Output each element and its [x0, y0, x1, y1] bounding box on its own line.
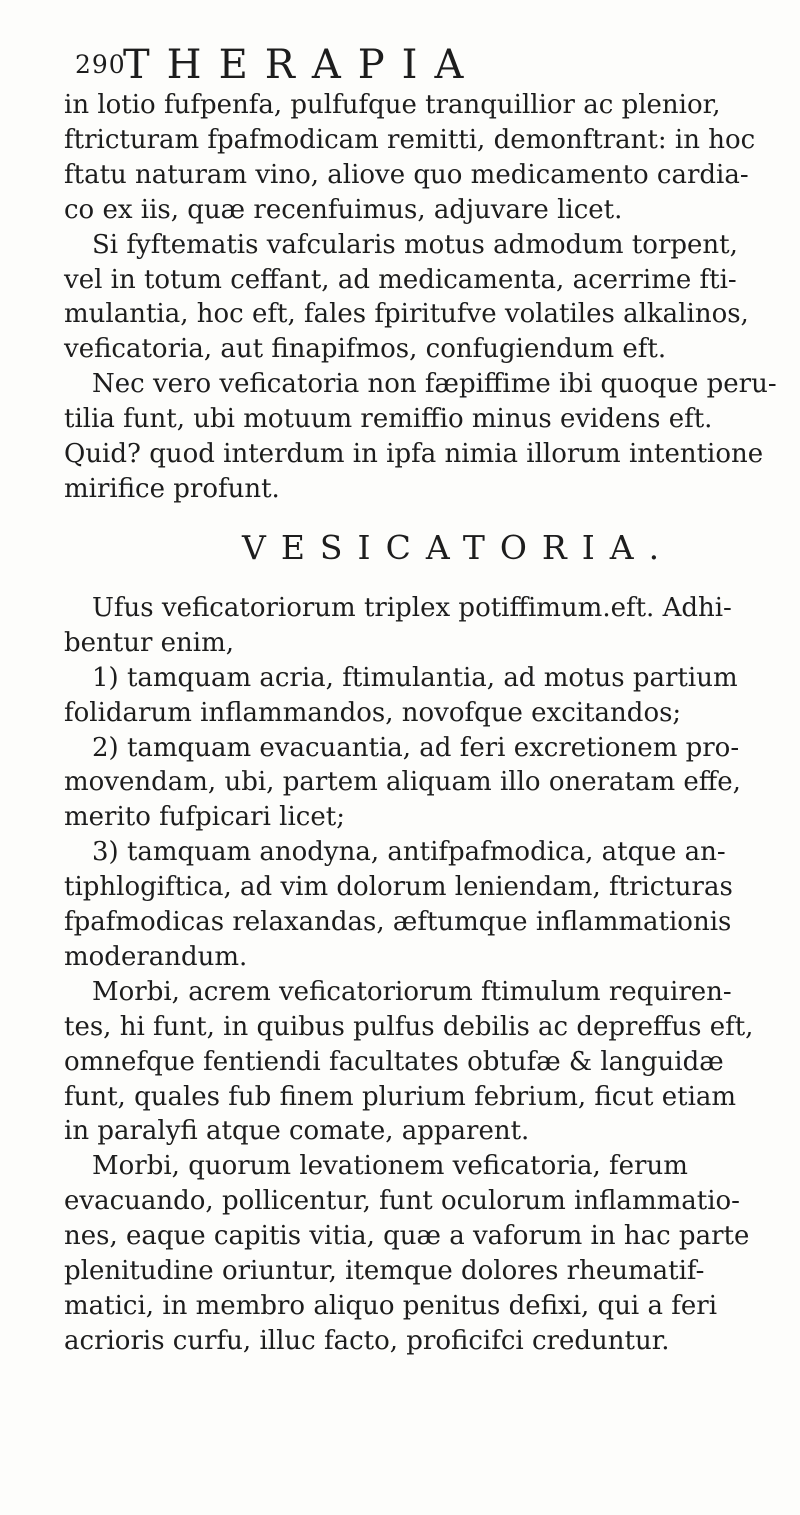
page-number: 290	[75, 50, 126, 79]
text-line: nes, eaque capitis vitia, quæ a vaforum in hac parte	[64, 1221, 750, 1252]
text-line: Morbi, acrem veficatoriorum ftimulum requiren-	[92, 976, 732, 1007]
text-line: Si fyftematis vafcularis motus admodum torpent,	[92, 229, 738, 260]
text-line: evacuando, pollicentur, funt oculorum inflammatio-	[64, 1186, 740, 1217]
text-line: in lotio fufpenfa, pulfufque tranquillior ac plenior,	[64, 90, 721, 120]
text-line: bentur enim,	[64, 627, 235, 658]
text-line: Quid? quod interdum in ipfa nimia illorum intentione	[64, 439, 764, 470]
text-line: funt, quales fub finem plurium febrium, ficut etiam	[64, 1081, 737, 1112]
running-title: THERAPIA	[123, 42, 481, 88]
text-line: vel in totum ceffant, ad medicamenta, acerrime fti-	[64, 264, 737, 295]
list-item: 3) tamquam anodyna, antifpafmodica, atque an-	[92, 837, 726, 868]
body-text	[64, 88, 777, 1359]
text-line: mulantia, hoc eft, fales fpiritufve volatiles alkalinos,	[64, 299, 749, 330]
running-head	[75, 42, 695, 92]
text-line: co ex iis, quæ recenfuimus, adjuvare licet.	[64, 194, 623, 225]
text-line: merito fufpicari licet;	[64, 802, 345, 833]
text-line: in paralyfi atque comate, apparent.	[64, 1116, 530, 1147]
text-line: folidarum inflammandos, novofque excitandos;	[64, 697, 682, 728]
list-item: 2) tamquam evacuantia, ad feri excretionem pro-	[92, 732, 740, 763]
text-line: mirifice profunt.	[64, 473, 280, 504]
text-line: Morbi, quorum levationem veficatoria, ferum	[92, 1151, 688, 1182]
text-line: ftricturam fpafmodicam remitti, demonftrant: in hoc	[64, 124, 756, 155]
text-line: acrioris curfu, illuc facto, proficifci creduntur.	[64, 1325, 670, 1356]
list-item: 1) tamquam acria, ftimulantia, ad motus partium	[92, 662, 738, 693]
text-line: tes, hi funt, in quibus pulfus debilis ac depreffus eft,	[64, 1011, 754, 1042]
text-line: ftatu naturam vino, aliove quo medicamento cardia-	[64, 159, 749, 190]
text-line: Nec vero veficatoria non fæpiffime ibi quoque peru-	[92, 369, 777, 400]
section-heading: VESICATORIA.	[242, 527, 675, 567]
text-line: Ufus veficatoriorum triplex potiffimum.eft. Adhi-	[92, 592, 732, 623]
text-line: tiphlogiftica, ad vim dolorum leniendam, ftricturas	[64, 872, 733, 903]
text-line: matici, in membro aliquo penitus defixi, qui a feri	[64, 1291, 718, 1321]
text-line: fpafmodicas relaxandas, æftumque inflammationis	[64, 907, 732, 938]
text-line: plenitudine oriuntur, itemque dolores rheumatif-	[64, 1256, 705, 1287]
text-line: tilia funt, ubi motuum remiffio minus evidens eft.	[64, 404, 713, 435]
text-line: moderandum.	[64, 941, 248, 972]
text-line: movendam, ubi, partem aliquam illo oneratam effe,	[64, 767, 741, 798]
text-line: omnefque fentiendi facultates obtufæ & languidæ	[64, 1046, 724, 1077]
text-line: veficatoria, aut finapifmos, confugiendum eft.	[64, 334, 667, 365]
